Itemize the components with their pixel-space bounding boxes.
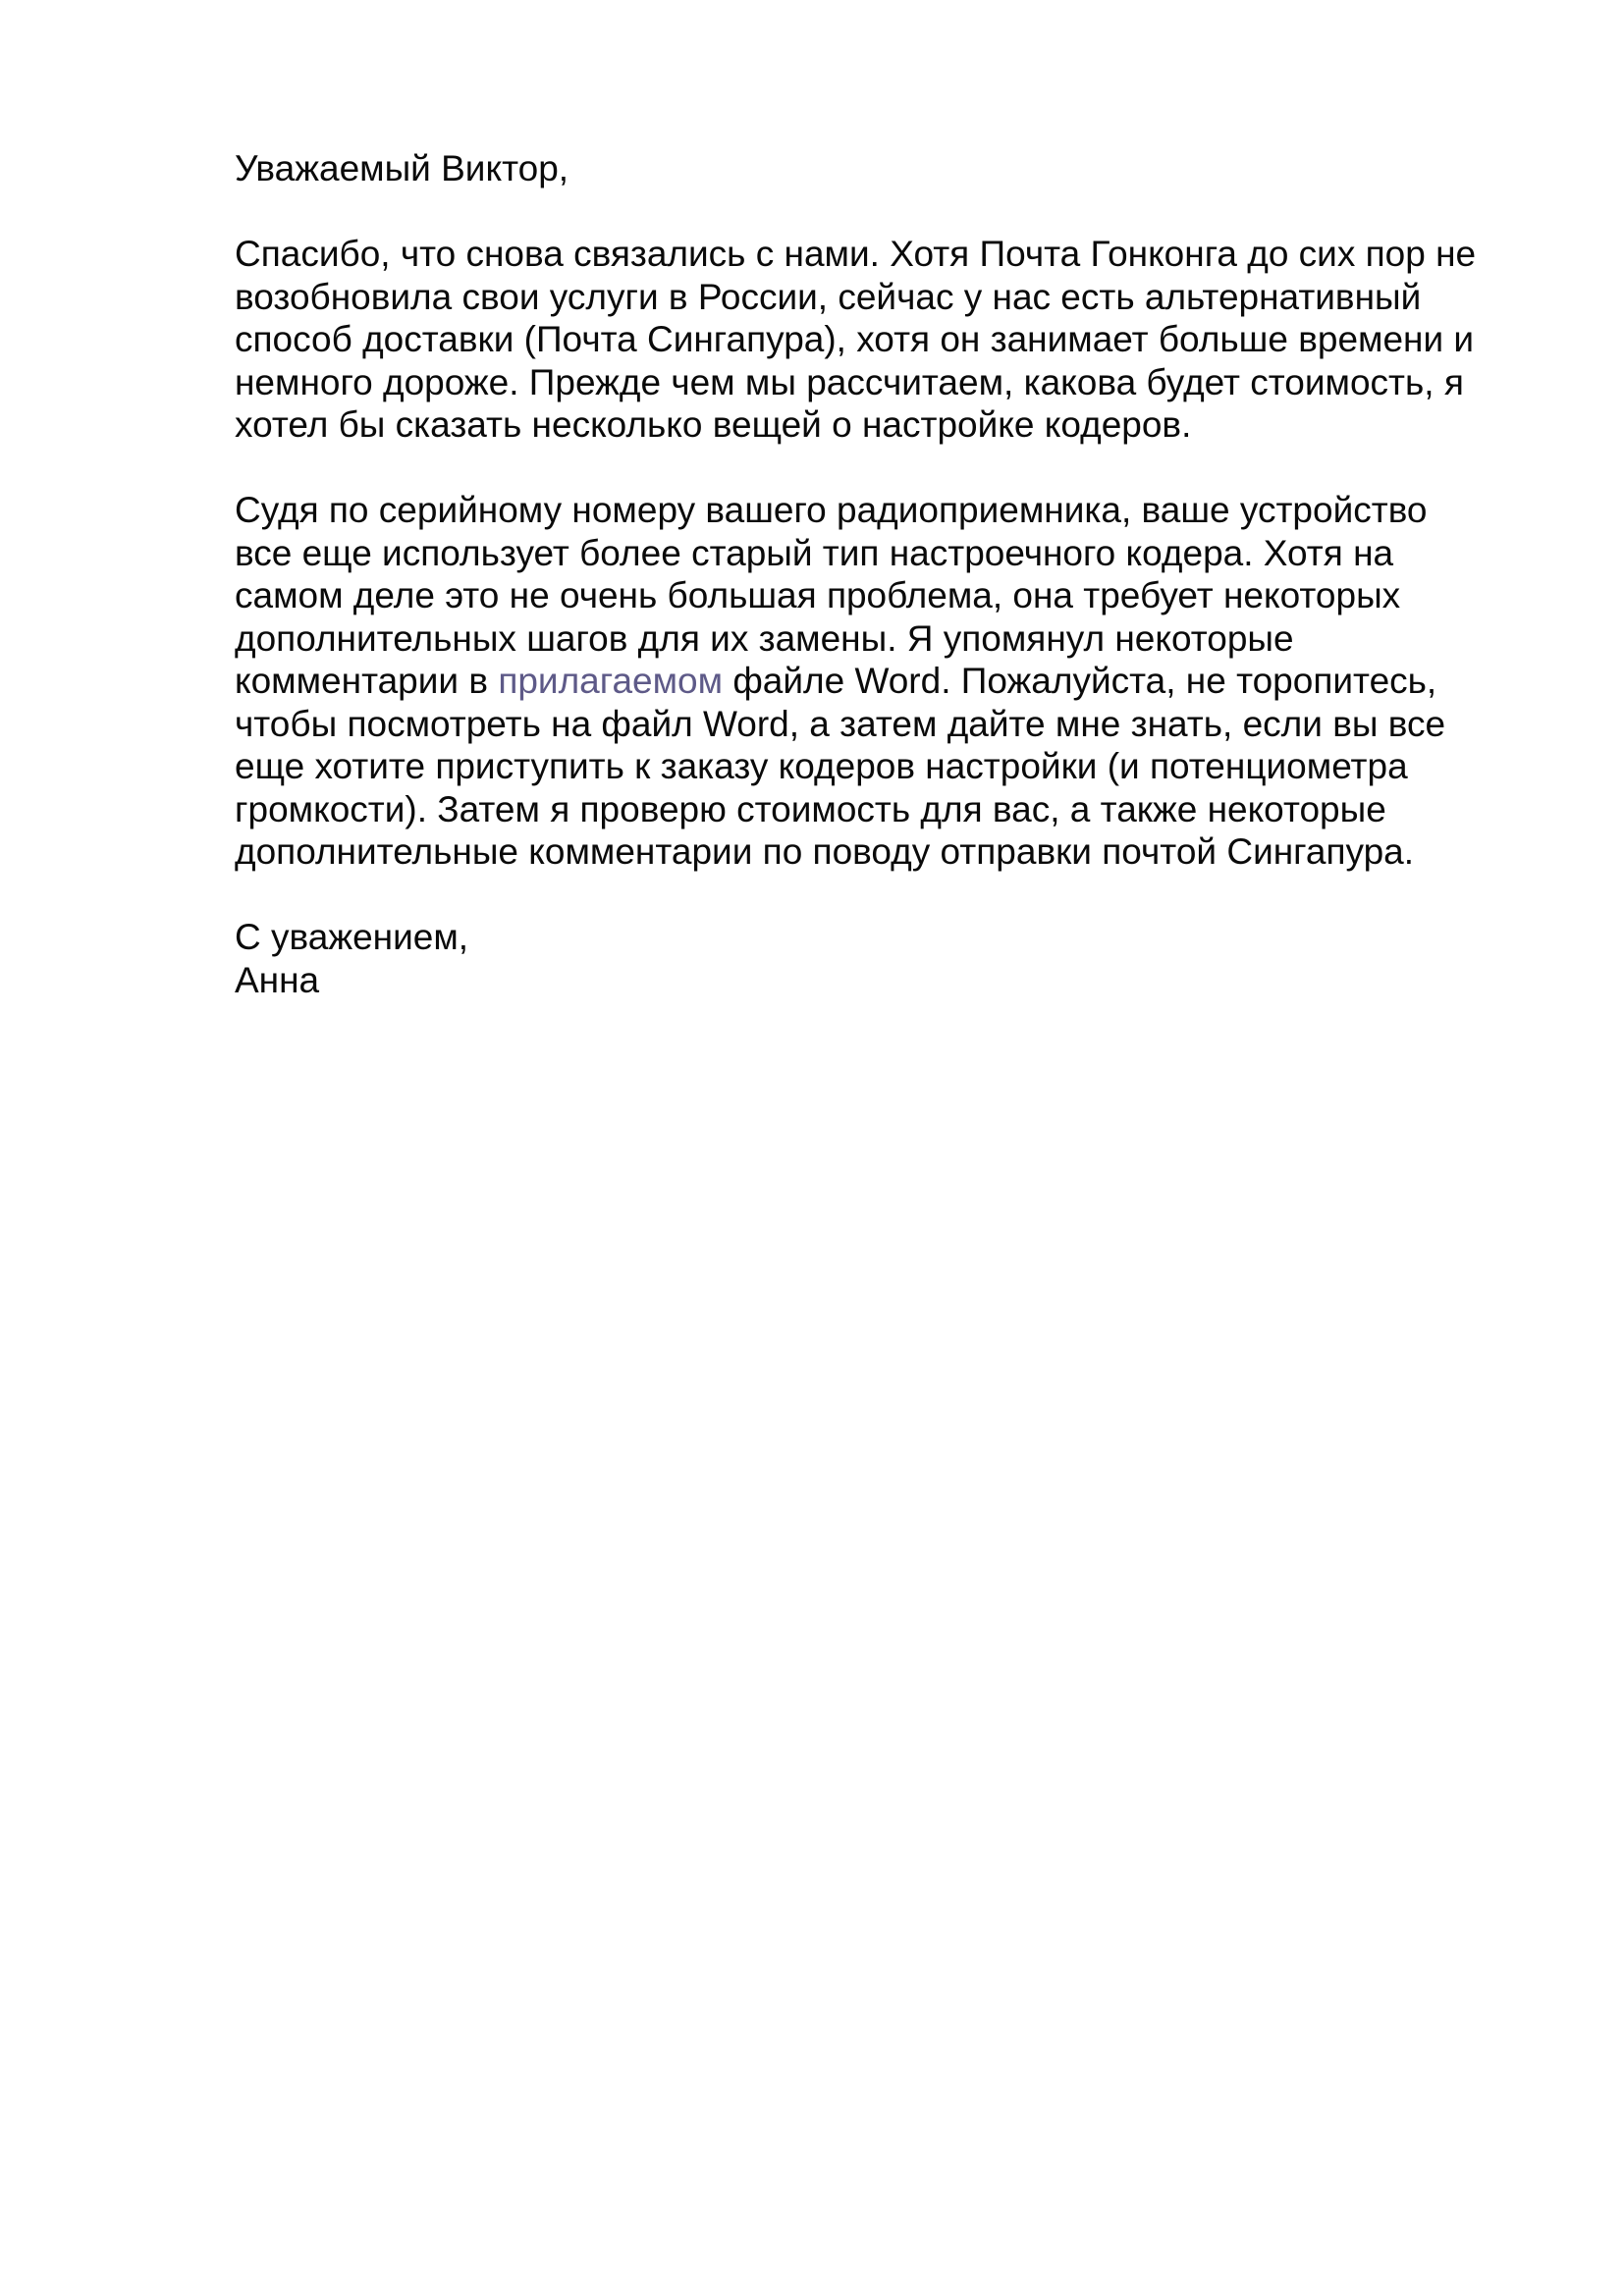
paragraph-2-line: чтобы посмотреть на файл Word, а затем дайте мне знать, если вы все: [235, 703, 1446, 744]
paragraph-2-line: громкости). Затем я проверю стоимость для вас, а также некоторые: [235, 788, 1386, 829]
paragraph-1-line: немного дороже. Прежде чем мы рассчитаем, какова будет стоимость, я: [235, 361, 1464, 402]
paragraph-1-line: способ доставки (Почта Сингапура), хотя он занимает больше времени и: [235, 319, 1475, 359]
signature: Анна: [235, 959, 320, 1000]
paragraph-2-line: все еще использует более старый тип настроечного кодера. Хотя на: [235, 532, 1394, 573]
greeting-paragraph: [235, 147, 1531, 190]
paragraph-1: [235, 233, 1531, 447]
paragraph-2-line: дополнительных шагов для их замены. Я упомянул некоторые: [235, 617, 1294, 659]
paragraph-2: [235, 489, 1531, 874]
attachment-link[interactable]: прилагаемом: [498, 661, 724, 701]
paragraph-2-line: самом деле это не очень большая проблема, она требует некоторых: [235, 575, 1401, 615]
sign-off: [235, 916, 1531, 1001]
paragraph-2-line: еще хотите приступить к заказу кодеров настройки (и потенциометра: [235, 746, 1408, 786]
paragraph-2-line-with-link: [235, 660, 1531, 703]
text-after-link: файле Word. Пожалуйста, не торопитесь,: [723, 661, 1437, 701]
letter-body: [235, 147, 1531, 1001]
paragraph-1-line: Спасибо, что снова связались с нами. Хотя Почта Гонконга до сих пор не: [235, 234, 1477, 274]
paragraph-1-line: хотел бы сказать несколько вещей о настройке кодеров.: [235, 404, 1192, 445]
closing: С уважением,: [235, 917, 469, 957]
text-before-link: комментарии в: [235, 661, 499, 701]
paragraph-2-line: дополнительные комментарии по поводу отправки почтой Сингапура.: [235, 831, 1415, 872]
greeting: Уважаемый Виктор,: [235, 148, 569, 188]
paragraph-2-line: Судя по серийному номеру вашего радиоприемника, ваше устройство: [235, 490, 1428, 530]
paragraph-1-line: возобновила свои услуги в России, сейчас у нас есть альтернативный: [235, 276, 1422, 317]
